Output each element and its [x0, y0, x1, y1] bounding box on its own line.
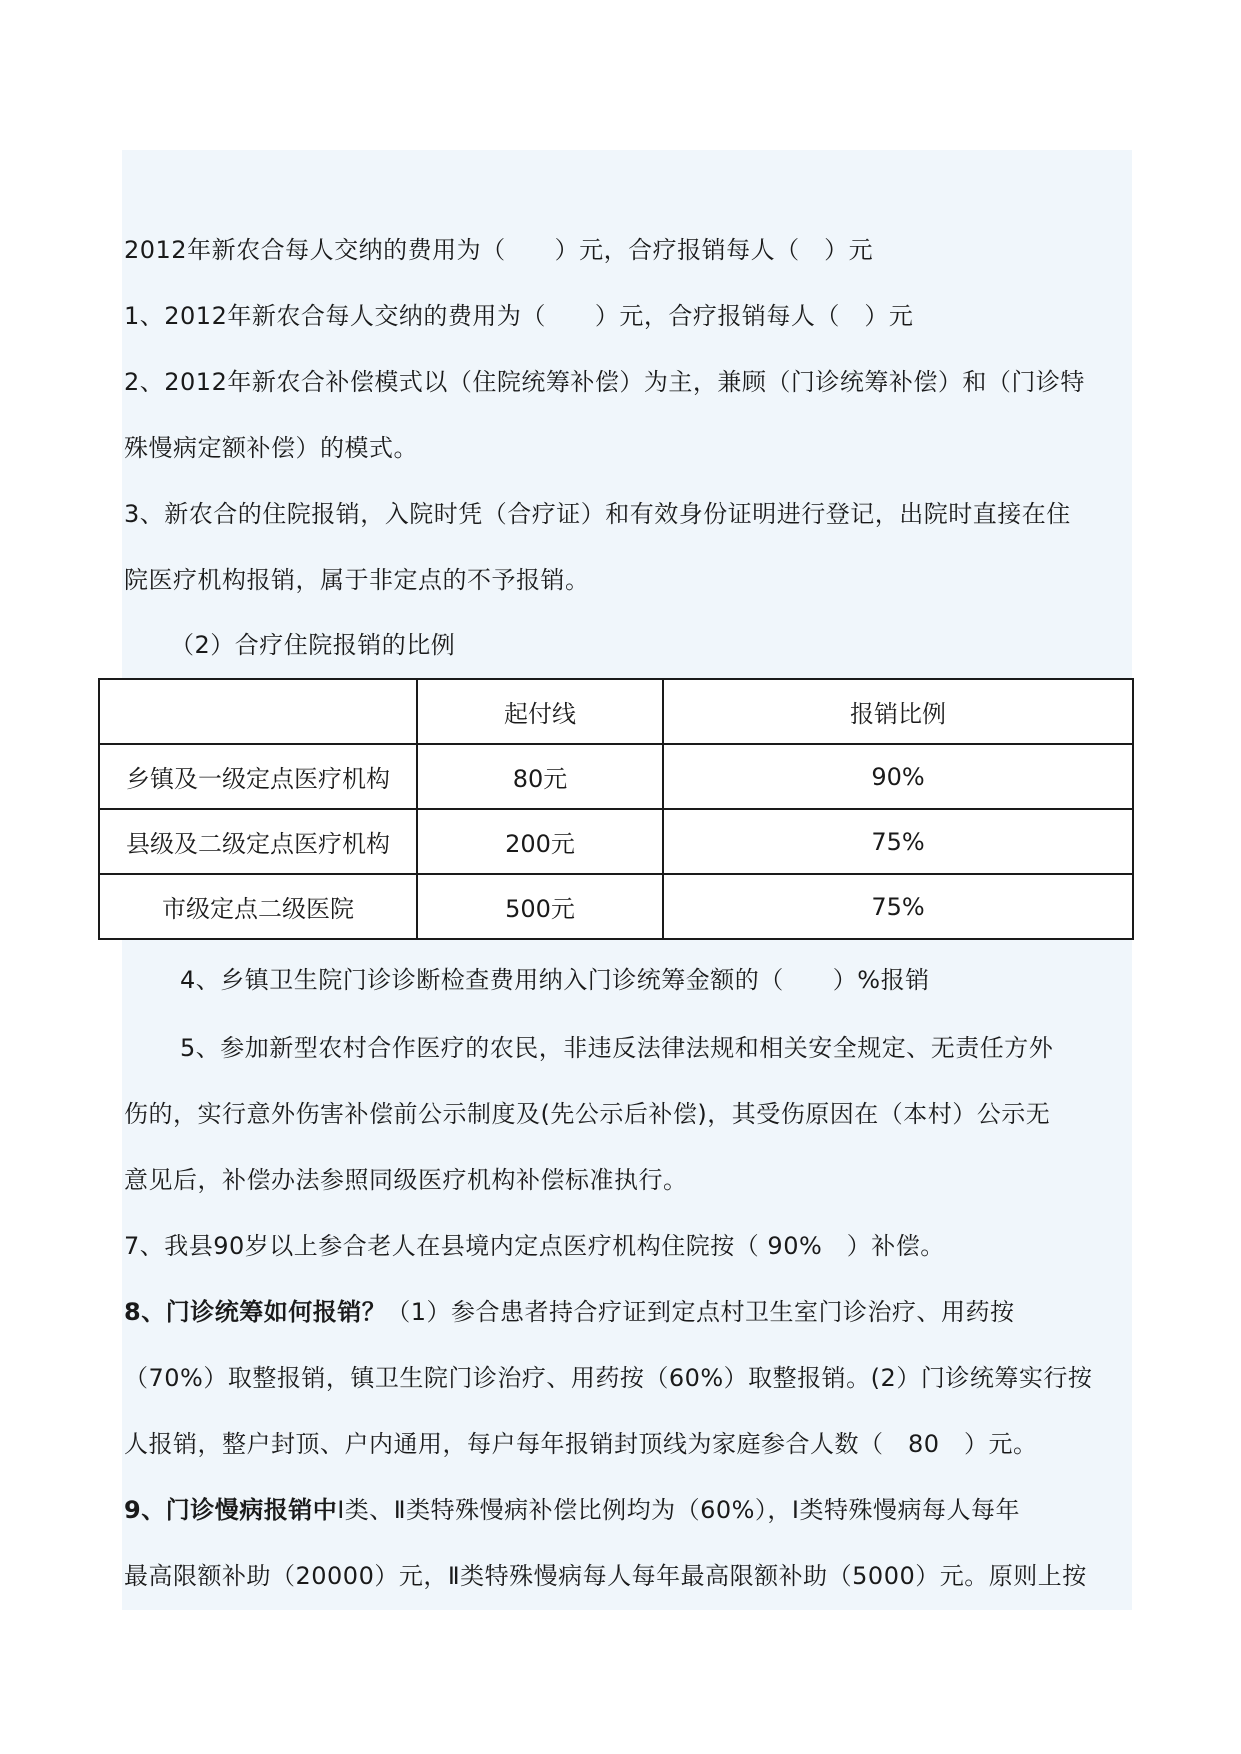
question-8-line-2: （70%）取整报销，镇卫生院门诊治疗、用药按（60%）取整报销。(2）门诊统筹实行按 [124, 1364, 1093, 1392]
table-row [99, 809, 1133, 874]
threshold-cell: 80元 [417, 744, 663, 809]
rate-cell: 75% [663, 809, 1133, 874]
subsection-title: （2）合疗住院报销的比例 [170, 631, 456, 659]
table-header-cell [99, 679, 417, 744]
question-7: 7、我县90岁以上参合老人在县境内定点医疗机构住院按（ 90% ）补偿。 [124, 1232, 945, 1260]
table-row [99, 744, 1133, 809]
institution-cell: 市级定点二级医院 [99, 874, 417, 939]
question-2-line-1: 2、2012年新农合补偿模式以（住院统筹补偿）为主，兼顾（门诊统筹补偿）和（门诊特 [124, 368, 1085, 396]
table-header-cell: 报销比例 [663, 679, 1133, 744]
institution-cell: 乡镇及一级定点医疗机构 [99, 744, 417, 809]
threshold-cell: 200元 [417, 809, 663, 874]
question-9-line-1 [124, 1493, 1020, 1527]
question-9-text: Ⅰ类、Ⅱ类特殊慢病补偿比例均为（60%），Ⅰ类特殊慢病每人每年 [337, 1496, 1021, 1524]
table-header-row [99, 679, 1133, 744]
question-8-line-1 [124, 1295, 1014, 1329]
rate-cell: 75% [663, 874, 1133, 939]
question-2-line-2: 殊慢病定额补偿）的模式。 [124, 434, 418, 462]
table-row [99, 874, 1133, 939]
institution-cell: 县级及二级定点医疗机构 [99, 809, 417, 874]
question-3-line-2: 院医疗机构报销，属于非定点的不予报销。 [124, 566, 590, 594]
question-3-line-1: 3、新农合的住院报销，入院时凭（合疗证）和有效身份证明进行登记，出院时直接在住 [124, 500, 1071, 528]
question-9-heading: 9、门诊慢病报销中 [124, 1496, 338, 1524]
question-8-line-3: 人报销，整户封顶、户内通用，每户每年报销封顶线为家庭参合人数（ 80 ）元。 [124, 1430, 1038, 1458]
question-1: 1、2012年新农合每人交纳的费用为（ ）元，合疗报销每人（ ）元 [124, 302, 914, 330]
threshold-cell: 500元 [417, 874, 663, 939]
question-5-line-2: 伤的，实行意外伤害补偿前公示制度及(先公示后补偿)，其受伤原因在（本村）公示无 [124, 1100, 1051, 1128]
question-4: 4、乡镇卫生院门诊诊断检查费用纳入门诊统筹金额的（ ）%报销 [180, 966, 930, 994]
reimbursement-table [98, 678, 1134, 940]
question-8-heading: 8、门诊统筹如何报销？ [124, 1298, 387, 1326]
question-8-text: （1）参合患者持合疗证到定点村卫生室门诊治疗、用药按 [386, 1298, 1015, 1326]
question-5-line-3: 意见后，补偿办法参照同级医疗机构补偿标准执行。 [124, 1166, 688, 1194]
table-header-cell: 起付线 [417, 679, 663, 744]
question-5-line-1: 5、参加新型农村合作医疗的农民，非违反法律法规和相关安全规定、无责任方外 [180, 1034, 1054, 1062]
question-9-line-2: 最高限额补助（20000）元，Ⅱ类特殊慢病每人每年最高限额补助（5000）元。原则上按 [124, 1562, 1087, 1590]
rate-cell: 90% [663, 744, 1133, 809]
question-intro: 2012年新农合每人交纳的费用为（ ）元，合疗报销每人（ ）元 [124, 236, 874, 264]
